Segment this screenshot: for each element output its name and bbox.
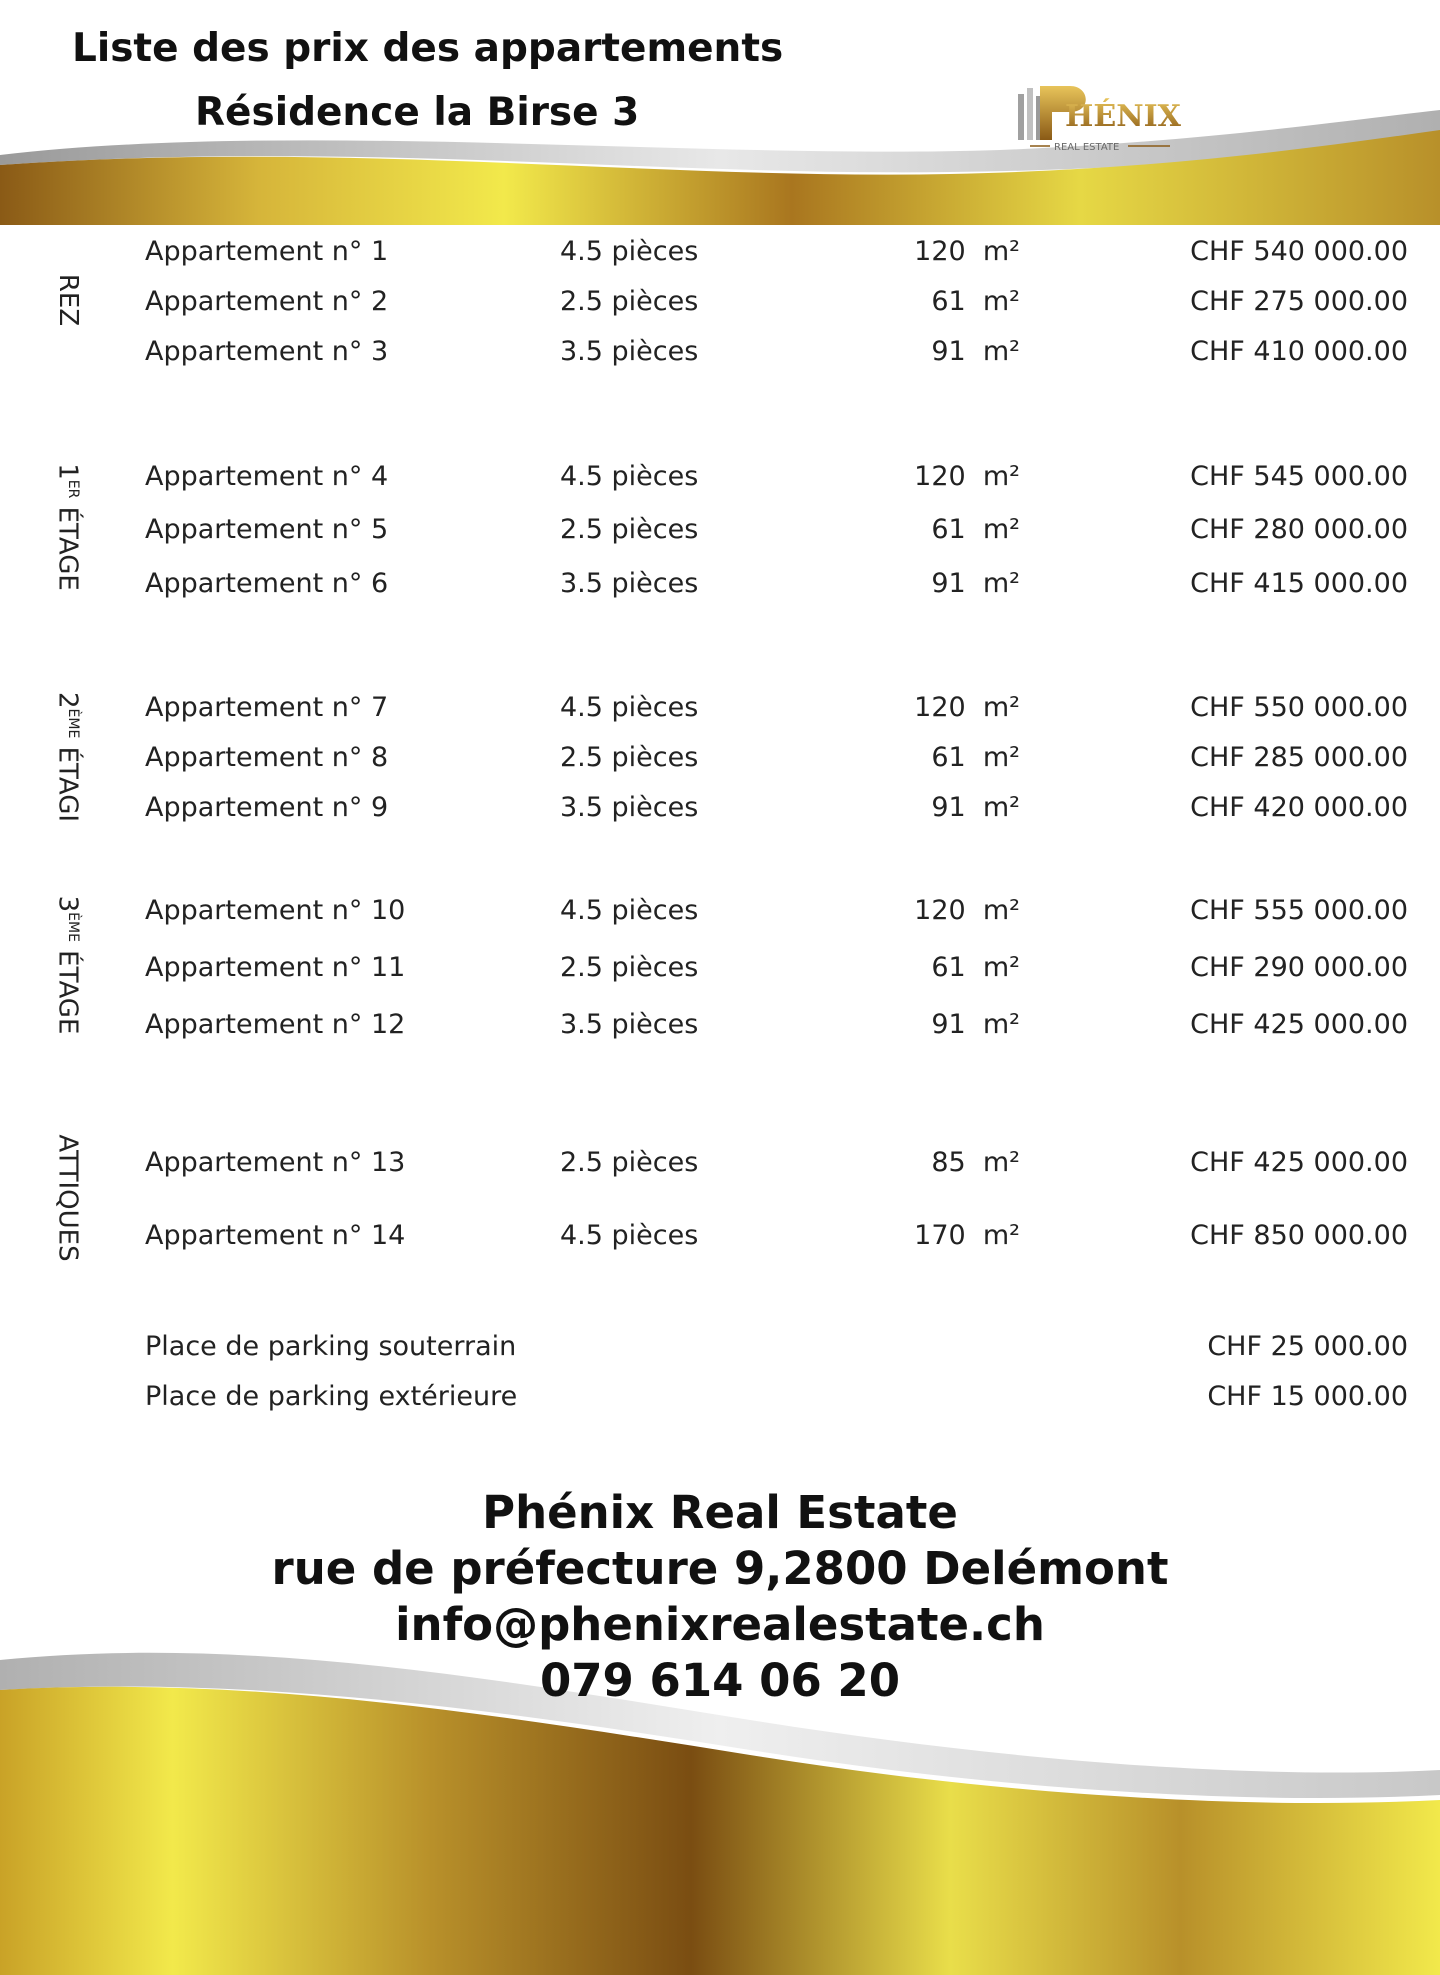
apartment-rooms: 3.5 pièces <box>560 1009 699 1040</box>
apartment-rooms: 4.5 pièces <box>560 895 699 926</box>
apartment-area: 120 m² <box>914 236 1020 267</box>
contact-company: Phénix Real Estate <box>482 1486 958 1539</box>
apartment-rooms: 4.5 pièces <box>560 1220 699 1251</box>
apartment-price: CHF 545 000.00 <box>1190 461 1408 492</box>
apartment-name: Appartement n° 5 <box>145 514 389 545</box>
apartment-area: 85 m² <box>931 1147 1020 1178</box>
floor-label-1er-etage: 1ER ÉTAGE <box>52 463 83 591</box>
apartment-rooms: 2.5 pièces <box>560 1147 699 1178</box>
apartment-price: CHF 420 000.00 <box>1190 792 1408 823</box>
apartment-rooms: 2.5 pièces <box>560 742 699 773</box>
apartment-price: CHF 425 000.00 <box>1190 1147 1408 1178</box>
apartment-name: Appartement n° 8 <box>145 742 389 773</box>
apartment-price: CHF 280 000.00 <box>1190 514 1408 545</box>
phenix-logo <box>1010 82 1185 162</box>
apartment-area: 120 m² <box>914 461 1020 492</box>
apartment-rooms: 4.5 pièces <box>560 236 699 267</box>
apartment-name: Appartement n° 13 <box>145 1147 406 1178</box>
apartment-price: CHF 555 000.00 <box>1190 895 1408 926</box>
apartment-price: CHF 425 000.00 <box>1190 1009 1408 1040</box>
apartment-rooms: 3.5 pièces <box>560 792 699 823</box>
apartment-area: 120 m² <box>914 895 1020 926</box>
apartment-name: Appartement n° 1 <box>145 236 389 267</box>
floor-label-2eme-etage: 2ÈME ÉTAGI <box>52 691 83 823</box>
apartment-area: 61 m² <box>931 952 1020 983</box>
apartment-name: Appartement n° 6 <box>145 568 389 599</box>
svg-text:REAL ESTATE: REAL ESTATE <box>1054 142 1120 153</box>
apartment-price: CHF 275 000.00 <box>1190 286 1408 317</box>
apartment-rooms: 2.5 pièces <box>560 286 699 317</box>
apartment-name: Appartement n° 14 <box>145 1220 406 1251</box>
contact-email[interactable]: info@phenixrealestate.ch <box>395 1598 1045 1651</box>
apartment-rooms: 4.5 pièces <box>560 692 699 723</box>
parking-price: CHF 15 000.00 <box>1207 1381 1408 1412</box>
apartment-name: Appartement n° 11 <box>145 952 406 983</box>
contact-address: rue de préfecture 9,2800 Delémont <box>271 1542 1169 1595</box>
apartment-area: 91 m² <box>931 1009 1020 1040</box>
apartment-name: Appartement n° 12 <box>145 1009 406 1040</box>
apartment-price: CHF 850 000.00 <box>1190 1220 1408 1251</box>
apartment-name: Appartement n° 9 <box>145 792 389 823</box>
apartment-price: CHF 415 000.00 <box>1190 568 1408 599</box>
page-title: Liste des prix des appartements <box>72 26 784 71</box>
apartment-rooms: 3.5 pièces <box>560 568 699 599</box>
apartment-area: 61 m² <box>931 514 1020 545</box>
apartment-area: 61 m² <box>931 742 1020 773</box>
apartment-name: Appartement n° 4 <box>145 461 389 492</box>
apartment-rooms: 4.5 pièces <box>560 461 699 492</box>
parking-name: Place de parking extérieure <box>145 1381 518 1412</box>
apartment-area: 61 m² <box>931 286 1020 317</box>
floor-label-3eme-etage: 3ÈME ÉTAGE <box>52 895 83 1035</box>
apartment-area: 91 m² <box>931 568 1020 599</box>
apartment-area: 91 m² <box>931 336 1020 367</box>
parking-name: Place de parking souterrain <box>145 1331 517 1362</box>
contact-phone[interactable]: 079 614 06 20 <box>539 1654 901 1707</box>
apartment-price: CHF 290 000.00 <box>1190 952 1408 983</box>
apartment-area: 170 m² <box>914 1220 1020 1251</box>
apartment-price: CHF 550 000.00 <box>1190 692 1408 723</box>
svg-text:HÉNIX: HÉNIX <box>1065 99 1181 134</box>
apartment-name: Appartement n° 7 <box>145 692 389 723</box>
apartment-name: Appartement n° 2 <box>145 286 389 317</box>
apartment-rooms: 3.5 pièces <box>560 336 699 367</box>
apartment-rooms: 2.5 pièces <box>560 952 699 983</box>
apartment-name: Appartement n° 3 <box>145 336 389 367</box>
apartment-area: 91 m² <box>931 792 1020 823</box>
parking-price: CHF 25 000.00 <box>1207 1331 1408 1362</box>
apartment-price: CHF 410 000.00 <box>1190 336 1408 367</box>
apartment-name: Appartement n° 10 <box>145 895 406 926</box>
apartment-price: CHF 285 000.00 <box>1190 742 1408 773</box>
apartment-price: CHF 540 000.00 <box>1190 236 1408 267</box>
apartment-area: 120 m² <box>914 692 1020 723</box>
page-subtitle: Résidence la Birse 3 <box>195 90 640 135</box>
floor-label-rez: REZ <box>53 273 83 327</box>
floor-label-attiques: ATTIQUES <box>52 1134 83 1262</box>
apartment-rooms: 2.5 pièces <box>560 514 699 545</box>
